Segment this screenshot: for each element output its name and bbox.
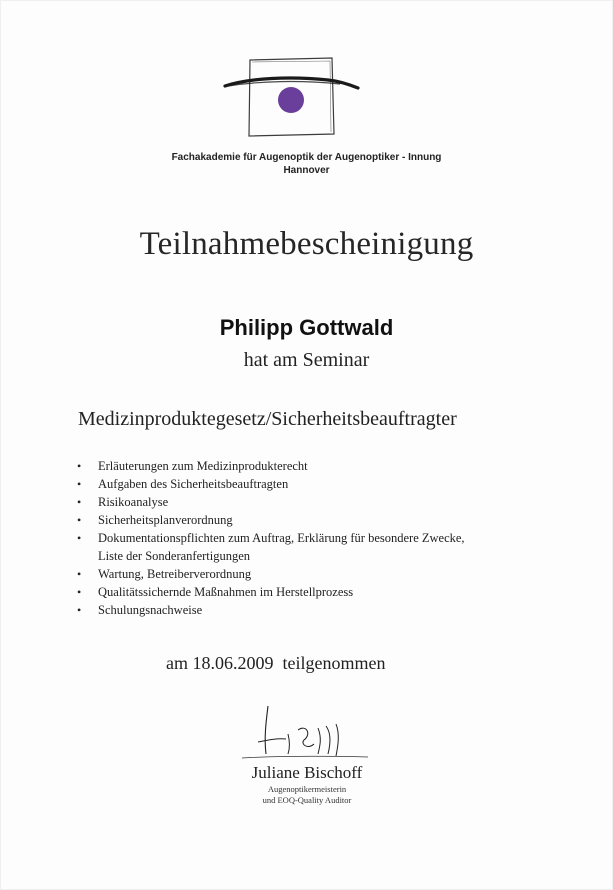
bullet-icon: • bbox=[77, 567, 82, 581]
list-item: • Aufgaben des Sicherheitsbeauftragten bbox=[77, 477, 289, 491]
bullet-icon: • bbox=[77, 513, 82, 527]
certificate-title: Teilnahmebescheinigung bbox=[139, 226, 474, 262]
list-item-continuation: Liste der Sonderanfertigungen bbox=[98, 549, 251, 563]
signatory-name: Juliane Bischoff bbox=[251, 763, 363, 782]
list-item: • Qualitätssichernde Maßnahmen im Herstellprozess bbox=[77, 585, 354, 599]
handwritten-signature bbox=[228, 694, 378, 764]
signatory-role bbox=[232, 784, 382, 806]
participation-date-line: am 18.06.2009 teilgenommen bbox=[166, 653, 386, 673]
logo-purple-dot bbox=[278, 87, 304, 113]
academy-name bbox=[0, 151, 613, 177]
signatory-role-line-2: und EOQ-Quality Auditor bbox=[262, 795, 352, 805]
list-item: • Schulungsnachweise bbox=[77, 603, 203, 617]
bullet-icon: • bbox=[77, 585, 82, 599]
bullet-icon: • bbox=[77, 495, 82, 509]
topic-list bbox=[75, 457, 555, 619]
signatory-role-line-1: Augenoptikermeisterin bbox=[267, 784, 347, 794]
list-item: • Sicherheitsplanverordnung bbox=[77, 513, 233, 527]
logo-brush-stroke bbox=[225, 78, 358, 88]
list-item: • Risikoanalyse bbox=[77, 495, 169, 509]
list-item: • Dokumentationspflichten zum Auftrag, Erklärung für besondere Zwecke, bbox=[77, 531, 465, 545]
bullet-icon: • bbox=[77, 459, 82, 473]
list-item: • Erläuterungen zum Medizinprodukterecht bbox=[77, 459, 308, 473]
academy-logo bbox=[220, 48, 360, 148]
academy-line-1: Fachakademie für Augenoptik der Augenoptiker - Innung bbox=[171, 152, 442, 163]
list-item: • Wartung, Betreiberverordnung bbox=[77, 567, 252, 581]
bullet-icon: • bbox=[77, 603, 82, 617]
seminar-intro: hat am Seminar bbox=[243, 349, 370, 371]
academy-line-2: Hannover bbox=[283, 165, 330, 176]
bullet-icon: • bbox=[77, 531, 82, 545]
seminar-topic: Medizinproduktegesetz/Sicherheitsbeauftragter bbox=[78, 408, 457, 430]
bullet-icon: • bbox=[77, 477, 82, 491]
participant-name: Philipp Gottwald bbox=[219, 315, 394, 340]
